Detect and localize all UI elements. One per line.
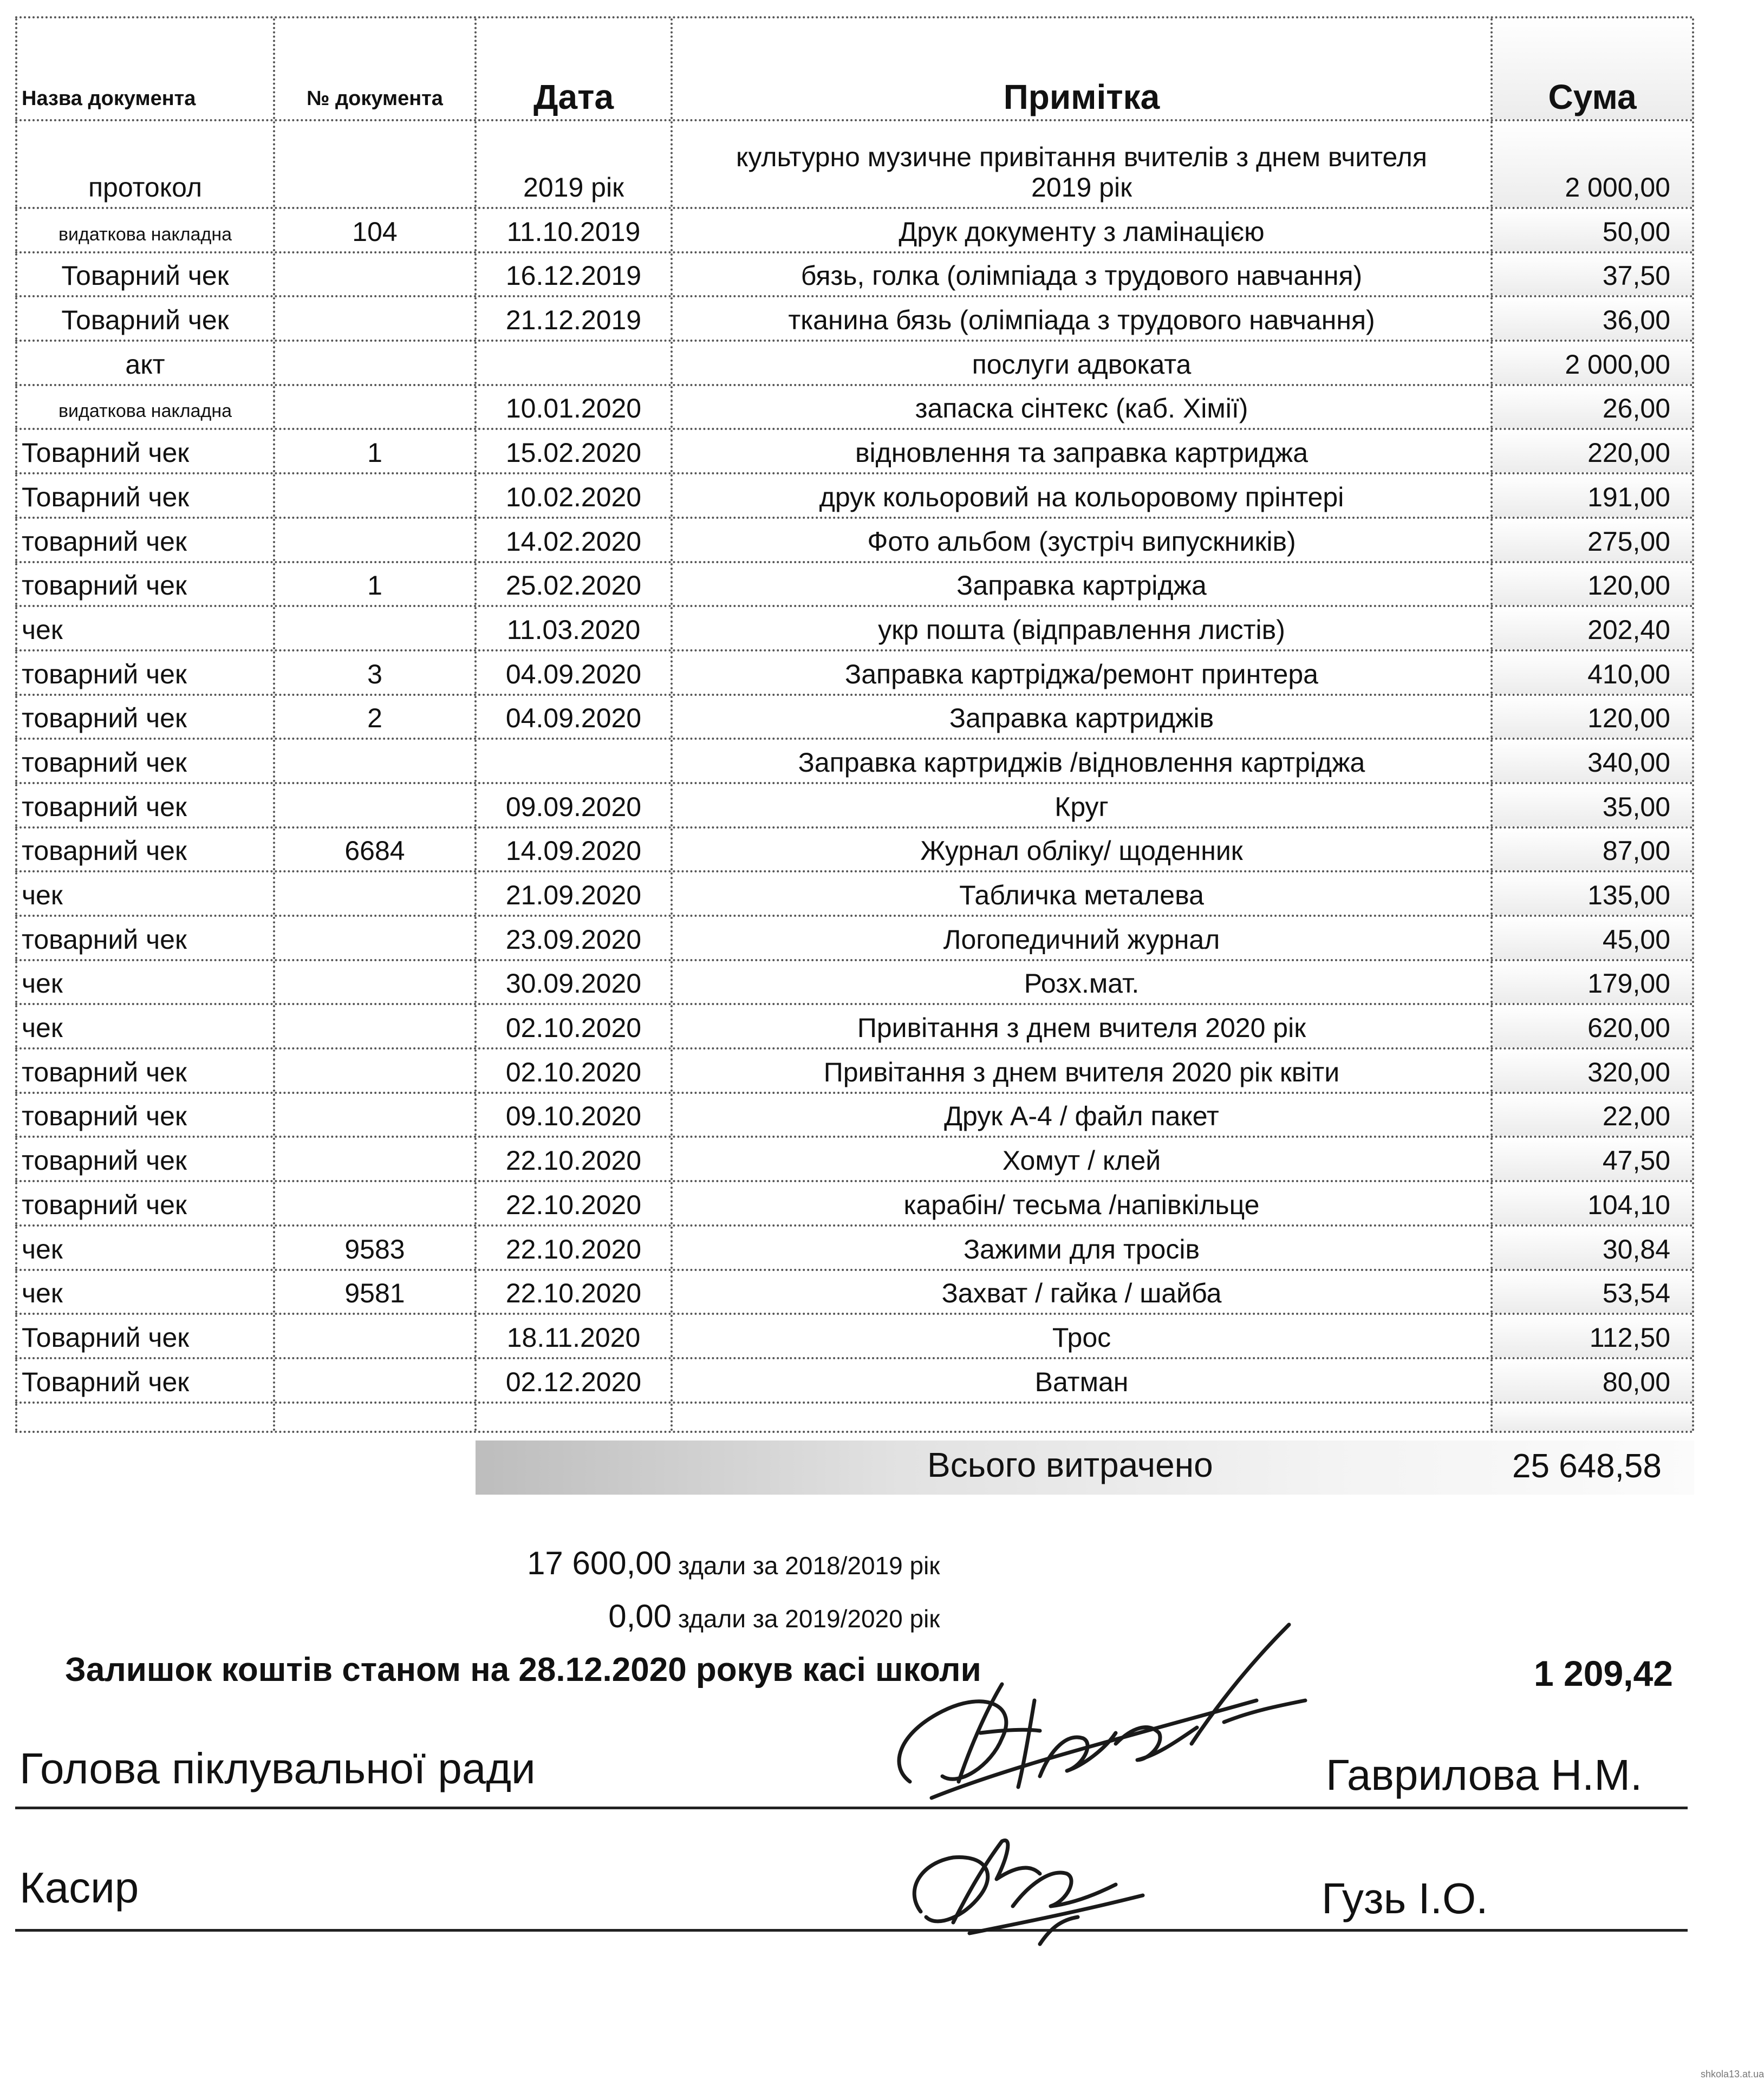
cell-doc-name: товарний чек bbox=[15, 696, 275, 738]
cell-date: 14.02.2020 bbox=[477, 519, 673, 561]
cell-doc-name: Товарний чек bbox=[15, 253, 275, 296]
cell-note bbox=[673, 829, 1493, 871]
cell-doc-number bbox=[275, 1049, 477, 1092]
table-row bbox=[15, 696, 1694, 740]
cell-doc-number bbox=[275, 607, 477, 649]
cell-date: 30.09.2020 bbox=[477, 961, 673, 1003]
cell-doc-name: товарний чек bbox=[15, 1182, 275, 1224]
cell-note-line: Заправка картріджа bbox=[956, 570, 1207, 601]
table-row bbox=[15, 297, 1694, 342]
cell-doc-number: 104 bbox=[275, 209, 477, 251]
cell-sum: 53,54 bbox=[1493, 1271, 1694, 1313]
cell-note bbox=[673, 696, 1493, 738]
cell-doc-name: Товарний чек bbox=[15, 297, 275, 340]
cell-sum bbox=[1493, 1404, 1694, 1431]
cell-doc-name: чек bbox=[15, 1005, 275, 1047]
cell-note bbox=[673, 1359, 1493, 1401]
cell-note-line: запаска сінтекс (каб. Хімії) bbox=[915, 393, 1248, 424]
cell-doc-number bbox=[275, 1138, 477, 1180]
cell-doc-number bbox=[275, 253, 477, 296]
cell-note bbox=[673, 740, 1493, 782]
cell-doc-name: товарний чек bbox=[15, 784, 275, 826]
cell-sum: 120,00 bbox=[1493, 563, 1694, 605]
cell-note bbox=[673, 209, 1493, 251]
table-row bbox=[15, 607, 1694, 651]
cell-date: 22.10.2020 bbox=[477, 1182, 673, 1224]
header-doc-name: Назва документа bbox=[15, 18, 275, 119]
cell-note-line: Фото альбом (зустріч випускників) bbox=[867, 526, 1296, 557]
cell-note-line: Заправка картриджів /відновлення картріджа bbox=[798, 747, 1365, 778]
cell-doc-name: Товарний чек bbox=[15, 474, 275, 517]
cell-doc-number bbox=[275, 1005, 477, 1047]
table-row bbox=[15, 961, 1694, 1006]
cell-doc-number bbox=[275, 740, 477, 782]
table-body bbox=[15, 121, 1694, 1433]
cell-sum: 191,00 bbox=[1493, 474, 1694, 517]
cell-note-line: Заправка картріджа/ремонт принтера bbox=[845, 659, 1318, 689]
cell-doc-number: 6684 bbox=[275, 829, 477, 871]
cell-note bbox=[673, 961, 1493, 1003]
collected-2019-amount: 0,00 bbox=[608, 1598, 672, 1634]
table-row bbox=[15, 474, 1694, 519]
cell-doc-name: видаткова накладна bbox=[15, 209, 275, 251]
cell-note-line: Круг bbox=[1055, 791, 1109, 822]
cell-date: 16.12.2019 bbox=[477, 253, 673, 296]
cell-sum: 22,00 bbox=[1493, 1094, 1694, 1136]
cell-doc-name: Товарний чек bbox=[15, 430, 275, 472]
cell-doc-name: чек bbox=[15, 1227, 275, 1269]
collected-2018-text: здали за 2018/2019 рік bbox=[678, 1552, 940, 1580]
cell-date: 25.02.2020 bbox=[477, 563, 673, 605]
cell-doc-number bbox=[275, 784, 477, 826]
cell-sum: 202,40 bbox=[1493, 607, 1694, 649]
table-row bbox=[15, 872, 1694, 917]
table-row bbox=[15, 386, 1694, 431]
cell-note bbox=[673, 342, 1493, 384]
cell-note-line: Журнал обліку/ щоденник bbox=[920, 836, 1243, 866]
cell-note-line: послуги адвоката bbox=[972, 349, 1192, 380]
cell-date: 21.12.2019 bbox=[477, 297, 673, 340]
table-row bbox=[15, 917, 1694, 961]
cell-date: 15.02.2020 bbox=[477, 430, 673, 472]
cell-note-line: культурно музичне привітання вчителів з днем вчителя bbox=[736, 142, 1427, 172]
table-row bbox=[15, 1094, 1694, 1138]
cell-doc-name: чек bbox=[15, 607, 275, 649]
cell-doc-number bbox=[275, 872, 477, 915]
cell-note bbox=[673, 1138, 1493, 1180]
cell-sum: 45,00 bbox=[1493, 917, 1694, 959]
cell-note bbox=[673, 386, 1493, 428]
cell-sum: 47,50 bbox=[1493, 1138, 1694, 1180]
cell-doc-number: 3 bbox=[275, 651, 477, 694]
cell-note-line: 2019 рік bbox=[1031, 172, 1132, 203]
cell-date: 2019 рік bbox=[477, 121, 673, 207]
cell-note-line: укр пошта (відправлення листів) bbox=[878, 614, 1285, 645]
head-signature-line bbox=[15, 1807, 1688, 1809]
cell-note-line: Табличка металева bbox=[959, 880, 1204, 910]
header-date: Дата bbox=[477, 18, 673, 119]
cell-doc-number: 9583 bbox=[275, 1227, 477, 1269]
cell-date: 23.09.2020 bbox=[477, 917, 673, 959]
cell-date: 02.10.2020 bbox=[477, 1005, 673, 1047]
cell-doc-number: 2 bbox=[275, 696, 477, 738]
head-name: Гаврилова Н.М. bbox=[1326, 1751, 1643, 1799]
cell-note bbox=[673, 1094, 1493, 1136]
cell-sum: 36,00 bbox=[1493, 297, 1694, 340]
cell-note bbox=[673, 607, 1493, 649]
cell-doc-number bbox=[275, 1182, 477, 1224]
cell-doc-number: 9581 bbox=[275, 1271, 477, 1313]
cell-sum: 30,84 bbox=[1493, 1227, 1694, 1269]
cell-doc-name: товарний чек bbox=[15, 829, 275, 871]
cell-sum: 120,00 bbox=[1493, 696, 1694, 738]
cell-note-line: Привітання з днем вчителя 2020 рік bbox=[857, 1013, 1306, 1044]
table-row bbox=[15, 1359, 1694, 1404]
cell-sum: 410,00 bbox=[1493, 651, 1694, 694]
cell-note-line: Друк документу з ламінацією bbox=[899, 216, 1265, 247]
cell-sum: 87,00 bbox=[1493, 829, 1694, 871]
cell-date: 04.09.2020 bbox=[477, 651, 673, 694]
table-row bbox=[15, 209, 1694, 253]
table-row bbox=[15, 1227, 1694, 1271]
cell-doc-name: акт bbox=[15, 342, 275, 384]
head-title: Голова піклувальної ради bbox=[19, 1744, 536, 1792]
cell-date: 04.09.2020 bbox=[477, 696, 673, 738]
total-spent-value: 25 648,58 bbox=[1512, 1448, 1662, 1485]
table-row bbox=[15, 740, 1694, 784]
cell-doc-name: товарний чек bbox=[15, 917, 275, 959]
balance-label: Залишок коштів станом на 28.12.2020 рокув касі школи bbox=[65, 1651, 981, 1689]
cell-note bbox=[673, 253, 1493, 296]
cell-note-line: Розх.мат. bbox=[1024, 968, 1140, 999]
table-row bbox=[15, 784, 1694, 829]
cell-note bbox=[673, 1005, 1493, 1047]
cell-doc-name bbox=[15, 1404, 275, 1431]
cell-sum: 2 000,00 bbox=[1493, 121, 1694, 207]
cell-date: 22.10.2020 bbox=[477, 1271, 673, 1313]
cell-doc-name: товарний чек bbox=[15, 1094, 275, 1136]
cell-note-line: друк кольоровий на кольоровому прінтері bbox=[819, 481, 1344, 512]
cell-doc-number bbox=[275, 297, 477, 340]
cell-doc-number: 1 bbox=[275, 563, 477, 605]
cell-doc-name: товарний чек bbox=[15, 740, 275, 782]
cell-date: 09.10.2020 bbox=[477, 1094, 673, 1136]
collected-2018-amount: 17 600,00 bbox=[527, 1545, 672, 1581]
cell-sum: 35,00 bbox=[1493, 784, 1694, 826]
table-row bbox=[15, 342, 1694, 386]
cell-doc-number bbox=[275, 1315, 477, 1357]
cell-doc-name: товарний чек bbox=[15, 563, 275, 605]
cell-note-line: Трос bbox=[1052, 1322, 1111, 1353]
cell-doc-number bbox=[275, 917, 477, 959]
cell-note-line: Заправка картриджів bbox=[949, 703, 1214, 734]
balance-value: 1 209,42 bbox=[1534, 1653, 1673, 1693]
cell-doc-name: чек bbox=[15, 1271, 275, 1313]
header-doc-number: № документа bbox=[275, 18, 477, 119]
cell-date: 18.11.2020 bbox=[477, 1315, 673, 1357]
table-row bbox=[15, 1138, 1694, 1182]
cell-doc-name: чек bbox=[15, 872, 275, 915]
cell-note-line: карабін/ тесьма /напівкільце bbox=[903, 1189, 1260, 1220]
cell-date: 02.10.2020 bbox=[477, 1049, 673, 1092]
cell-note-line: бязь, голка (олімпіада з трудового навчання) bbox=[800, 260, 1363, 291]
header-sum: Сума bbox=[1493, 18, 1694, 119]
cell-doc-name: товарний чек bbox=[15, 651, 275, 694]
cell-doc-name: товарний чек bbox=[15, 1049, 275, 1092]
cell-doc-number: 1 bbox=[275, 430, 477, 472]
cell-doc-number bbox=[275, 1094, 477, 1136]
cell-sum: 112,50 bbox=[1493, 1315, 1694, 1357]
cell-doc-number bbox=[275, 1359, 477, 1401]
cell-note-line: тканина бязь (олімпіада з трудового навчання) bbox=[788, 305, 1375, 336]
cell-sum: 2 000,00 bbox=[1493, 342, 1694, 384]
cell-date: 02.12.2020 bbox=[477, 1359, 673, 1401]
cell-note bbox=[673, 784, 1493, 826]
cell-sum: 50,00 bbox=[1493, 209, 1694, 251]
cell-note-line: Зажими для тросів bbox=[963, 1234, 1200, 1264]
cell-sum: 275,00 bbox=[1493, 519, 1694, 561]
cell-doc-number bbox=[275, 474, 477, 517]
cell-doc-number bbox=[275, 1404, 477, 1431]
head-signature-image bbox=[877, 1603, 1322, 1830]
total-spent-label: Всього витрачено bbox=[927, 1445, 1213, 1484]
header-note: Примітка bbox=[673, 18, 1493, 119]
cell-sum: 179,00 bbox=[1493, 961, 1694, 1003]
cell-date: 14.09.2020 bbox=[477, 829, 673, 871]
cashier-signature-line bbox=[15, 1929, 1688, 1932]
cell-date: 11.10.2019 bbox=[477, 209, 673, 251]
cell-note bbox=[673, 1271, 1493, 1313]
cell-sum: 620,00 bbox=[1493, 1005, 1694, 1047]
cell-doc-name: товарний чек bbox=[15, 519, 275, 561]
cell-note bbox=[673, 1404, 1493, 1431]
table-row bbox=[15, 1005, 1694, 1049]
cell-note-line: Захват / гайка / шайба bbox=[941, 1278, 1222, 1309]
cashier-signature-image bbox=[888, 1803, 1170, 1960]
cell-date: 09.09.2020 bbox=[477, 784, 673, 826]
table-row bbox=[15, 430, 1694, 474]
cell-note bbox=[673, 474, 1493, 517]
table-row bbox=[15, 519, 1694, 563]
cell-note-line: Ватман bbox=[1034, 1366, 1129, 1397]
cell-date: 11.03.2020 bbox=[477, 607, 673, 649]
cell-sum: 320,00 bbox=[1493, 1049, 1694, 1092]
table-row bbox=[15, 1182, 1694, 1227]
cell-date: 21.09.2020 bbox=[477, 872, 673, 915]
cell-sum: 37,50 bbox=[1493, 253, 1694, 296]
cell-note-line: Логопедичний журнал bbox=[943, 924, 1220, 955]
cell-sum: 26,00 bbox=[1493, 386, 1694, 428]
expenses-table bbox=[15, 16, 1694, 1433]
cell-doc-number bbox=[275, 961, 477, 1003]
cell-note bbox=[673, 430, 1493, 472]
cashier-name: Гузь І.О. bbox=[1322, 1874, 1488, 1922]
cell-doc-name: протокол bbox=[15, 121, 275, 207]
cell-sum: 135,00 bbox=[1493, 872, 1694, 915]
cell-note bbox=[673, 297, 1493, 340]
table-row bbox=[15, 1315, 1694, 1359]
cell-note-line: відновлення та заправка картриджа bbox=[855, 438, 1309, 468]
table-row bbox=[15, 829, 1694, 873]
cell-date: 10.01.2020 bbox=[477, 386, 673, 428]
table-row bbox=[15, 1049, 1694, 1094]
cell-doc-number bbox=[275, 342, 477, 384]
cell-note bbox=[673, 1227, 1493, 1269]
cell-date bbox=[477, 1404, 673, 1431]
cell-note bbox=[673, 1182, 1493, 1224]
cell-doc-number bbox=[275, 519, 477, 561]
table-row bbox=[15, 563, 1694, 608]
cell-sum: 340,00 bbox=[1493, 740, 1694, 782]
table-row bbox=[15, 651, 1694, 696]
cell-sum: 104,10 bbox=[1493, 1182, 1694, 1224]
collected-2019-text: здали за 2019/2020 рік bbox=[678, 1605, 940, 1633]
cashier-title: Касир bbox=[19, 1863, 139, 1912]
cell-note bbox=[673, 563, 1493, 605]
cell-date: 10.02.2020 bbox=[477, 474, 673, 517]
cell-date: 22.10.2020 bbox=[477, 1138, 673, 1180]
table-row bbox=[15, 1271, 1694, 1315]
cell-note bbox=[673, 1315, 1493, 1357]
cell-doc-name: Товарний чек bbox=[15, 1359, 275, 1401]
cell-note-line: Привітання з днем вчителя 2020 рік квіти bbox=[823, 1057, 1340, 1087]
cell-date bbox=[477, 342, 673, 384]
cell-doc-name: товарний чек bbox=[15, 1138, 275, 1180]
cell-date: 22.10.2020 bbox=[477, 1227, 673, 1269]
cell-note-line: Хомут / клей bbox=[1002, 1145, 1161, 1176]
cell-sum: 80,00 bbox=[1493, 1359, 1694, 1401]
cell-note bbox=[673, 917, 1493, 959]
cell-doc-name: чек bbox=[15, 961, 275, 1003]
cell-note bbox=[673, 519, 1493, 561]
cell-sum: 220,00 bbox=[1493, 430, 1694, 472]
cell-doc-number bbox=[275, 121, 477, 207]
cell-note bbox=[673, 872, 1493, 915]
table-row bbox=[15, 121, 1694, 209]
cell-doc-name: видаткова накладна bbox=[15, 386, 275, 428]
site-watermark: shkola13.at.ua bbox=[1701, 2069, 1764, 2080]
cell-note bbox=[673, 121, 1493, 207]
table-header-row bbox=[15, 16, 1694, 121]
table-row bbox=[15, 253, 1694, 298]
table-row bbox=[15, 1404, 1694, 1433]
cell-note bbox=[673, 651, 1493, 694]
cell-doc-number bbox=[275, 386, 477, 428]
cell-doc-name: Товарний чек bbox=[15, 1315, 275, 1357]
cell-note bbox=[673, 1049, 1493, 1092]
cell-date bbox=[477, 740, 673, 782]
cell-note-line: Друк А-4 / файл пакет bbox=[944, 1101, 1219, 1132]
